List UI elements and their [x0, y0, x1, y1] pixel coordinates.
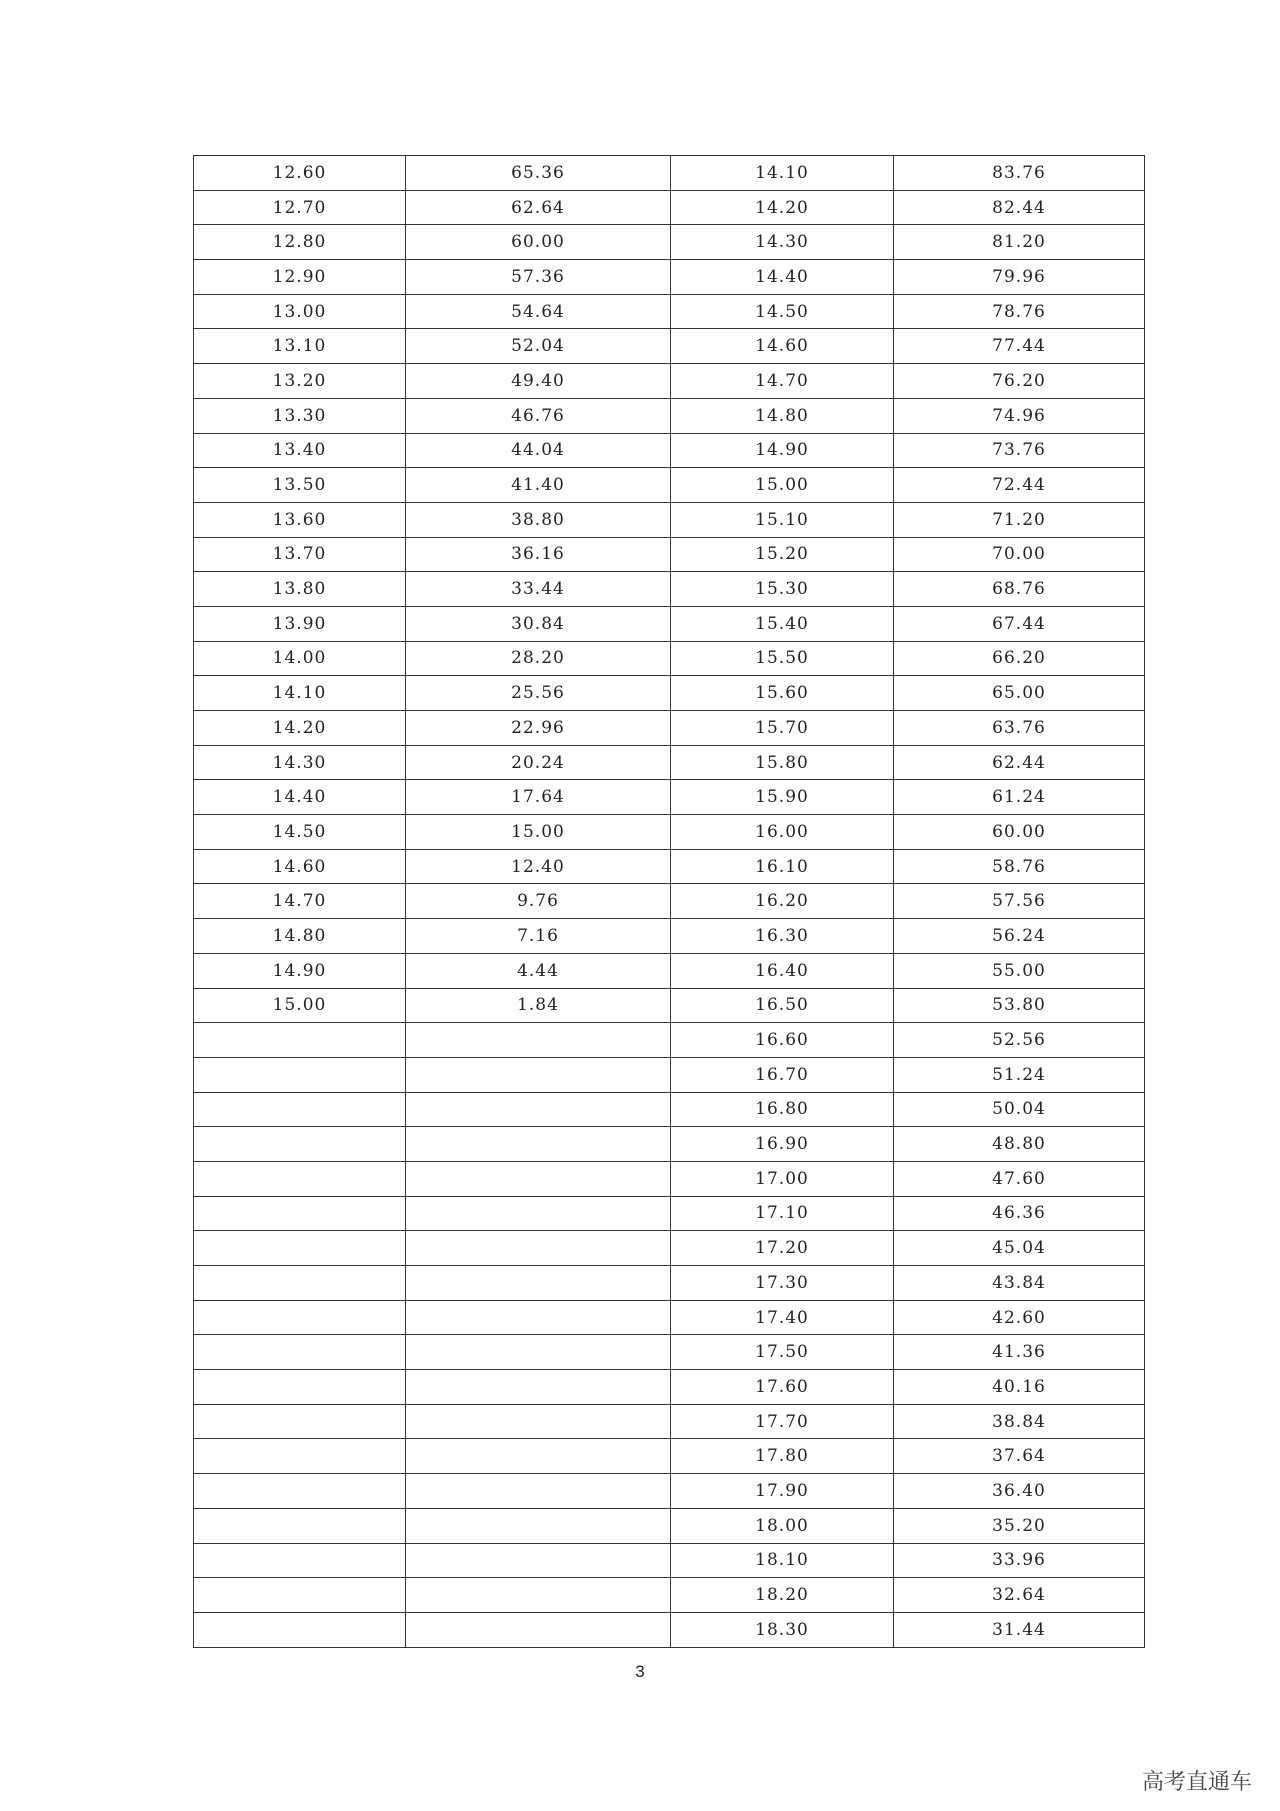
table-cell: 22.96	[406, 711, 671, 746]
table-cell: 14.80	[671, 398, 894, 433]
table-cell: 15.40	[671, 606, 894, 641]
table-cell: 77.44	[894, 329, 1145, 364]
table-cell: 16.50	[671, 988, 894, 1023]
table-cell: 45.04	[894, 1231, 1145, 1266]
table-cell	[194, 1612, 406, 1647]
table-row	[194, 1474, 1145, 1509]
watermark: 高考直通车	[1141, 1770, 1252, 1795]
table-cell: 25.56	[406, 676, 671, 711]
table-cell: 14.40	[671, 260, 894, 295]
table-cell: 32.64	[894, 1578, 1145, 1613]
table-cell: 9.76	[406, 884, 671, 919]
table-cell: 17.40	[671, 1300, 894, 1335]
table-cell	[194, 1127, 406, 1162]
table-cell: 33.96	[894, 1543, 1145, 1578]
table-row	[194, 1266, 1145, 1301]
table-cell: 14.20	[194, 711, 406, 746]
table-cell: 38.84	[894, 1404, 1145, 1439]
table-cell: 70.00	[894, 537, 1145, 572]
table-cell: 13.80	[194, 572, 406, 607]
table-cell	[406, 1092, 671, 1127]
table-cell: 17.10	[671, 1196, 894, 1231]
table-cell	[406, 1266, 671, 1301]
table-row	[194, 156, 1145, 191]
table-cell: 60.00	[894, 815, 1145, 850]
table-cell: 66.20	[894, 641, 1145, 676]
table-cell: 15.60	[671, 676, 894, 711]
table-cell: 30.84	[406, 606, 671, 641]
table-row	[194, 1543, 1145, 1578]
table-cell	[194, 1057, 406, 1092]
table-cell: 52.56	[894, 1023, 1145, 1058]
table-cell: 43.84	[894, 1266, 1145, 1301]
table-cell: 14.60	[671, 329, 894, 364]
table-cell	[194, 1404, 406, 1439]
table-cell: 60.00	[406, 225, 671, 260]
table-cell: 49.40	[406, 364, 671, 399]
table-cell: 14.20	[671, 190, 894, 225]
table-cell: 48.80	[894, 1127, 1145, 1162]
table-cell: 17.30	[671, 1266, 894, 1301]
table-cell: 14.50	[671, 294, 894, 329]
score-table-body	[194, 156, 1145, 1648]
table-row	[194, 329, 1145, 364]
table-row	[194, 1161, 1145, 1196]
table-cell: 81.20	[894, 225, 1145, 260]
table-cell	[406, 1474, 671, 1509]
table-cell: 36.40	[894, 1474, 1145, 1509]
table-cell: 17.50	[671, 1335, 894, 1370]
table-cell: 44.04	[406, 433, 671, 468]
table-row	[194, 364, 1145, 399]
table-cell: 17.64	[406, 780, 671, 815]
table-row	[194, 502, 1145, 537]
table-cell	[194, 1439, 406, 1474]
table-cell: 57.36	[406, 260, 671, 295]
table-cell: 14.80	[194, 919, 406, 954]
table-cell: 73.76	[894, 433, 1145, 468]
table-cell: 14.00	[194, 641, 406, 676]
table-row	[194, 433, 1145, 468]
table-cell: 17.00	[671, 1161, 894, 1196]
table-cell: 52.04	[406, 329, 671, 364]
table-cell: 41.36	[894, 1335, 1145, 1370]
table-cell: 63.76	[894, 711, 1145, 746]
table-cell: 17.90	[671, 1474, 894, 1509]
table-cell: 13.70	[194, 537, 406, 572]
table-row	[194, 1092, 1145, 1127]
table-cell: 1.84	[406, 988, 671, 1023]
table-cell: 16.30	[671, 919, 894, 954]
table-cell: 16.00	[671, 815, 894, 850]
table-cell: 41.40	[406, 468, 671, 503]
table-cell: 78.76	[894, 294, 1145, 329]
table-cell	[194, 1161, 406, 1196]
table-row	[194, 849, 1145, 884]
table-cell	[194, 1543, 406, 1578]
table-row	[194, 1127, 1145, 1162]
table-cell: 14.50	[194, 815, 406, 850]
table-cell	[406, 1335, 671, 1370]
table-row	[194, 1335, 1145, 1370]
table-cell: 42.60	[894, 1300, 1145, 1335]
table-row	[194, 745, 1145, 780]
table-row	[194, 884, 1145, 919]
table-row	[194, 294, 1145, 329]
table-cell: 47.60	[894, 1161, 1145, 1196]
table-cell: 14.90	[194, 953, 406, 988]
table-row	[194, 1612, 1145, 1647]
table-row	[194, 780, 1145, 815]
table-row	[194, 1370, 1145, 1405]
table-cell: 15.00	[406, 815, 671, 850]
table-cell: 15.80	[671, 745, 894, 780]
table-cell: 40.16	[894, 1370, 1145, 1405]
table-cell: 31.44	[894, 1612, 1145, 1647]
table-cell: 16.10	[671, 849, 894, 884]
table-cell: 14.70	[671, 364, 894, 399]
table-row	[194, 468, 1145, 503]
table-row	[194, 919, 1145, 954]
table-cell: 15.10	[671, 502, 894, 537]
table-row	[194, 190, 1145, 225]
table-row	[194, 260, 1145, 295]
table-cell: 46.76	[406, 398, 671, 433]
table-cell: 51.24	[894, 1057, 1145, 1092]
table-row	[194, 953, 1145, 988]
page-number: 3	[635, 1662, 645, 1681]
table-cell: 15.90	[671, 780, 894, 815]
table-cell	[406, 1404, 671, 1439]
table-cell: 4.44	[406, 953, 671, 988]
table-cell: 62.64	[406, 190, 671, 225]
table-cell: 14.10	[194, 676, 406, 711]
table-row	[194, 1508, 1145, 1543]
table-cell: 82.44	[894, 190, 1145, 225]
table-cell: 13.00	[194, 294, 406, 329]
table-cell: 14.40	[194, 780, 406, 815]
table-cell	[194, 1370, 406, 1405]
table-row	[194, 1300, 1145, 1335]
table-row	[194, 1023, 1145, 1058]
table-cell: 18.00	[671, 1508, 894, 1543]
table-cell: 68.76	[894, 572, 1145, 607]
table-cell: 16.90	[671, 1127, 894, 1162]
table-cell: 17.20	[671, 1231, 894, 1266]
table-cell: 28.20	[406, 641, 671, 676]
table-cell: 15.30	[671, 572, 894, 607]
table-cell: 7.16	[406, 919, 671, 954]
table-cell	[406, 1057, 671, 1092]
table-cell: 14.70	[194, 884, 406, 919]
table-cell: 14.30	[671, 225, 894, 260]
table-cell: 17.60	[671, 1370, 894, 1405]
table-cell: 18.30	[671, 1612, 894, 1647]
table-row	[194, 815, 1145, 850]
table-cell	[406, 1023, 671, 1058]
table-row	[194, 225, 1145, 260]
table-cell	[406, 1508, 671, 1543]
table-cell: 16.40	[671, 953, 894, 988]
table-cell: 12.60	[194, 156, 406, 191]
table-cell: 13.60	[194, 502, 406, 537]
table-cell: 15.20	[671, 537, 894, 572]
table-cell: 72.44	[894, 468, 1145, 503]
table-cell: 16.20	[671, 884, 894, 919]
table-cell: 50.04	[894, 1092, 1145, 1127]
table-cell	[406, 1370, 671, 1405]
table-cell: 54.64	[406, 294, 671, 329]
table-cell	[406, 1543, 671, 1578]
table-row	[194, 641, 1145, 676]
table-cell: 65.36	[406, 156, 671, 191]
table-cell: 71.20	[894, 502, 1145, 537]
table-cell	[406, 1196, 671, 1231]
table-cell: 65.00	[894, 676, 1145, 711]
table-cell: 83.76	[894, 156, 1145, 191]
table-cell: 17.70	[671, 1404, 894, 1439]
table-cell: 14.10	[671, 156, 894, 191]
table-cell: 13.50	[194, 468, 406, 503]
table-cell: 14.30	[194, 745, 406, 780]
table-cell: 38.80	[406, 502, 671, 537]
table-row	[194, 1404, 1145, 1439]
table-cell: 74.96	[894, 398, 1145, 433]
table-row	[194, 398, 1145, 433]
table-cell: 16.80	[671, 1092, 894, 1127]
table-cell: 46.36	[894, 1196, 1145, 1231]
table-cell	[406, 1612, 671, 1647]
table-cell: 15.70	[671, 711, 894, 746]
table-cell: 79.96	[894, 260, 1145, 295]
table-cell	[406, 1300, 671, 1335]
table-cell: 15.00	[194, 988, 406, 1023]
table-cell: 33.44	[406, 572, 671, 607]
table-cell: 62.44	[894, 745, 1145, 780]
table-cell: 13.40	[194, 433, 406, 468]
table-cell: 37.64	[894, 1439, 1145, 1474]
table-cell: 12.40	[406, 849, 671, 884]
table-cell	[194, 1578, 406, 1613]
table-cell: 57.56	[894, 884, 1145, 919]
table-row	[194, 1439, 1145, 1474]
table-row	[194, 606, 1145, 641]
score-table	[193, 155, 1145, 1648]
table-cell	[194, 1196, 406, 1231]
table-cell: 14.60	[194, 849, 406, 884]
table-cell	[406, 1231, 671, 1266]
table-row	[194, 1196, 1145, 1231]
table-cell	[194, 1231, 406, 1266]
table-row	[194, 676, 1145, 711]
table-cell: 35.20	[894, 1508, 1145, 1543]
table-cell	[194, 1023, 406, 1058]
table-cell: 36.16	[406, 537, 671, 572]
table-cell: 15.00	[671, 468, 894, 503]
table-cell	[194, 1266, 406, 1301]
table-cell: 17.80	[671, 1439, 894, 1474]
table-cell: 20.24	[406, 745, 671, 780]
table-row	[194, 1231, 1145, 1266]
table-cell	[406, 1127, 671, 1162]
table-row	[194, 711, 1145, 746]
table-cell: 18.10	[671, 1543, 894, 1578]
table-cell	[194, 1508, 406, 1543]
table-cell	[406, 1161, 671, 1196]
table-cell: 13.30	[194, 398, 406, 433]
table-cell: 61.24	[894, 780, 1145, 815]
table-row	[194, 1057, 1145, 1092]
table-cell	[194, 1474, 406, 1509]
table-row	[194, 572, 1145, 607]
table-cell: 76.20	[894, 364, 1145, 399]
table-row	[194, 1578, 1145, 1613]
table-cell	[194, 1092, 406, 1127]
table-cell: 13.20	[194, 364, 406, 399]
table-cell	[406, 1439, 671, 1474]
table-cell: 67.44	[894, 606, 1145, 641]
table-cell: 12.80	[194, 225, 406, 260]
table-cell: 56.24	[894, 919, 1145, 954]
table-cell: 55.00	[894, 953, 1145, 988]
table-cell: 15.50	[671, 641, 894, 676]
table-cell: 12.90	[194, 260, 406, 295]
table-cell: 12.70	[194, 190, 406, 225]
table-cell	[194, 1335, 406, 1370]
table-cell	[194, 1300, 406, 1335]
table-cell: 58.76	[894, 849, 1145, 884]
table-row	[194, 988, 1145, 1023]
table-cell: 53.80	[894, 988, 1145, 1023]
table-cell: 16.70	[671, 1057, 894, 1092]
table-cell: 13.90	[194, 606, 406, 641]
table-cell	[406, 1578, 671, 1613]
table-cell: 18.20	[671, 1578, 894, 1613]
table-row	[194, 537, 1145, 572]
table-cell: 16.60	[671, 1023, 894, 1058]
table-cell: 14.90	[671, 433, 894, 468]
table-cell: 13.10	[194, 329, 406, 364]
